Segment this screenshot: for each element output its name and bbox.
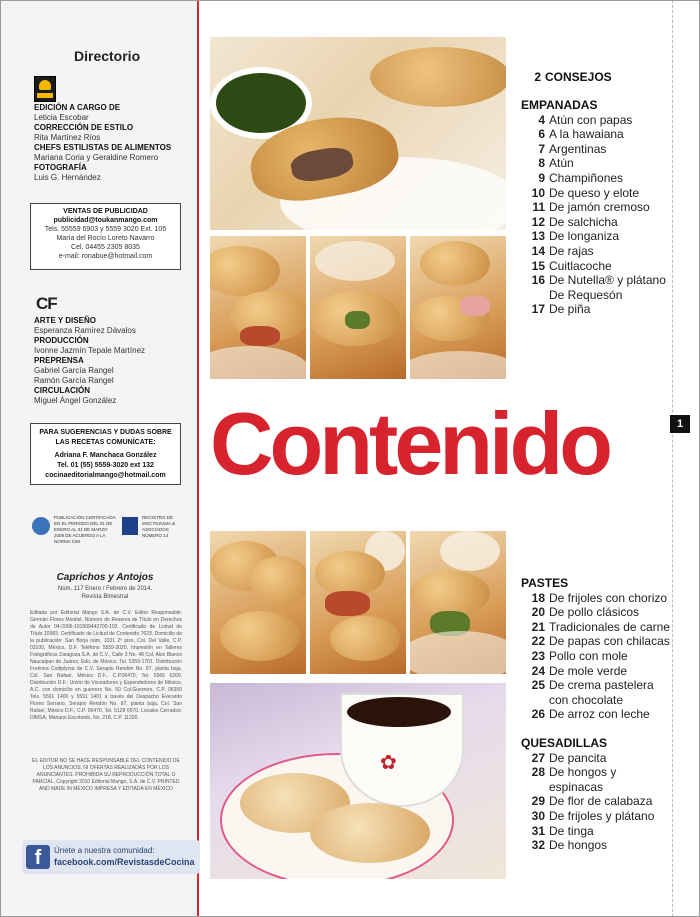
magazine-issue-number: Núm. 117 Enero / Febrero de 2014.: [57, 586, 153, 592]
toc-page-number: [521, 288, 549, 303]
toc-page-number: 12: [531, 214, 545, 229]
toc-page-number: 7: [538, 141, 545, 156]
ventas-name: María del Rocío Loreto Navarro: [56, 235, 155, 242]
toc-page-number: 16: [531, 273, 545, 288]
toc-item[interactable]: [521, 244, 671, 259]
credit-name: Rita Martínez Ríos: [34, 133, 101, 142]
toc-item[interactable]: [521, 605, 671, 620]
sugerencias-email[interactable]: cocinaeditorialmango@hotmail.com: [45, 472, 166, 479]
toc-consejos: [521, 70, 671, 85]
toc-label: De salchicha: [549, 214, 618, 229]
toc-item[interactable]: [521, 664, 671, 679]
credit-name: Ramón García Rangel: [34, 376, 114, 385]
toc-page-number: 27: [531, 750, 545, 765]
toc-label: De hongos y espinacas: [549, 765, 617, 794]
toc-label: Atún: [549, 156, 574, 171]
credits-block-1: [34, 103, 171, 183]
toc-item[interactable]: [521, 824, 671, 839]
toc-label: Champiñones: [549, 170, 624, 185]
credit-role: FOTOGRAFÍA: [34, 163, 87, 172]
toc-page-number: 30: [531, 808, 545, 823]
toc-page-number: 18: [531, 590, 545, 605]
magazine-title: Caprichos y Antojos: [56, 572, 154, 583]
toc-page-number: 10: [531, 185, 545, 200]
toc-label: Pollo con mole: [549, 648, 628, 663]
toc-label: De pollo clásicos: [549, 605, 640, 620]
toc-label: De queso y elote: [549, 185, 640, 200]
toc-label: De piña: [549, 302, 591, 317]
flower-decoration-icon: ✿: [380, 752, 397, 774]
ventas-email[interactable]: publicidad@toukanmango.com: [53, 217, 158, 224]
credit-name: Miguel Ángel González: [34, 396, 117, 405]
toc-page-number: 21: [531, 619, 545, 634]
pastes-photo-3: [410, 531, 506, 674]
toc-empanadas: [521, 98, 671, 317]
toc-section-heading: EMPANADAS: [521, 98, 598, 112]
toc-item[interactable]: [521, 751, 671, 766]
toc-label: De frijoles con chorizo: [549, 590, 668, 605]
credit-name: Leticia Escobar: [34, 113, 89, 122]
toc-item[interactable]: [521, 127, 671, 142]
toc-page-number: 13: [531, 229, 545, 244]
toc-label: Atún con papas: [549, 112, 633, 127]
toc-item[interactable]: [521, 794, 671, 809]
credit-role: PRODUCCIÓN: [34, 336, 89, 345]
toc-page-number: 26: [531, 707, 545, 722]
toc-item[interactable]: [521, 838, 671, 853]
toc-page-number: 32: [531, 838, 545, 853]
ventas-email2[interactable]: e-mail: ronabue@hotmail.com: [58, 253, 153, 260]
toc-item[interactable]: [521, 707, 671, 722]
facebook-icon: f: [26, 845, 50, 869]
toc-item[interactable]: [521, 288, 671, 303]
toc-item[interactable]: [521, 302, 671, 317]
sugerencias-title-2: LAS RECETAS COMUNÍCATE:: [55, 439, 156, 446]
toc-label: De crema pastelera: [549, 678, 654, 693]
toc-page-number: 9: [538, 170, 545, 185]
pastes-photo-1: [210, 531, 306, 674]
facebook-url-link[interactable]: facebook.com/RevistasdeCocina: [54, 857, 195, 867]
certification-block: [32, 515, 182, 549]
toc-page-number: 24: [531, 663, 545, 678]
credit-role: CHEFS ESTILISTAS DE ALIMENTOS: [34, 143, 172, 152]
disclaimer-text: EL EDITOR NO SE HACE RESPONSABLE DEL CONTENIDO DE LOS ANUNCIOS, NI OFERTAS REALIZADAS POR LOS ANUNCIANTES. PROHIBIDA SU REPRODUCCIÓN TOTAL O PARCIAL. Copyright 2010 Editorial Mango, S.A. de C.V. PRINTED AND MADE IN MEXICO IMPRESA Y EDITADA EN MÉXICO: [32, 758, 180, 792]
toc-page-number: 28: [531, 765, 545, 780]
credit-name: Gabriel García Rangel: [34, 366, 114, 375]
toc-label: De Requesón: [549, 287, 623, 302]
toc-label: De Nutella® y plátano: [549, 273, 666, 288]
moctezuma-logo-icon: [122, 517, 138, 535]
toc-label: De papas con chilacas: [549, 634, 670, 649]
toc-quesadillas: [521, 736, 671, 853]
toc-page-number: 11: [532, 200, 545, 215]
toc-item[interactable]: [521, 215, 671, 230]
toc-label: De tinga: [549, 823, 594, 838]
toc-item[interactable]: [521, 273, 671, 288]
red-divider-rule: [197, 0, 199, 917]
credits-block-2: [34, 316, 145, 406]
certification-text: PUBLICACIÓN CERTIFICADA EN EL PERIODO DEL 01 DE ENERO AL 31 DE MARZO 2009 DE ACUERDO A LA NORMA CIM: [54, 515, 116, 544]
toc-label: De pancita: [549, 750, 607, 765]
quesadillas-coffee-photo: [210, 683, 506, 879]
toc-item[interactable]: [521, 259, 671, 274]
toc-label: Argentinas: [549, 141, 607, 156]
empanadas-photo-1: [210, 236, 306, 379]
empanadas-photo-3: [410, 236, 506, 379]
empanadas-photo-2: [310, 236, 406, 379]
toc-item[interactable]: [521, 171, 671, 186]
toc-label: A la hawaiana: [549, 127, 624, 142]
empanada-hero-photo: [210, 37, 506, 230]
ventas-cel: Cel. 04455 2305 8035: [71, 244, 140, 251]
toc-item[interactable]: [521, 634, 671, 649]
magazine-frequency: Revista Bimestral: [81, 594, 129, 600]
toc-pastes: [521, 576, 671, 722]
toc-page-number: 17: [531, 302, 545, 317]
toc-item[interactable]: [521, 678, 671, 693]
credit-role: EDICIÓN A CARGO DE: [34, 103, 121, 112]
toc-label: De jamón cremoso: [549, 200, 650, 215]
mango-publisher-logo: [34, 76, 56, 102]
credit-name: Esperanza Ramírez Dávalos: [34, 326, 136, 335]
toc-page-number: 15: [531, 258, 545, 273]
toc-item[interactable]: [521, 70, 671, 85]
toc-item[interactable]: [521, 649, 671, 664]
credit-name: Luis G. Hernández: [34, 173, 101, 182]
toc-label: De mole verde: [549, 663, 628, 678]
ventas-tels: Tels. 55559 6903 y 5559 3020 Ext. 105: [44, 226, 167, 233]
facebook-community-banner[interactable]: [22, 840, 200, 874]
toc-item[interactable]: [521, 809, 671, 824]
directory-title: Directorio: [74, 48, 141, 64]
toc-item[interactable]: [521, 620, 671, 635]
toc-label: De flor de calabaza: [549, 794, 653, 809]
page-title: Contenido: [210, 394, 610, 493]
page-number: 1: [670, 415, 690, 433]
toc-page-number: 6: [538, 127, 545, 142]
toc-label: De frijoles y plátano: [549, 808, 655, 823]
cf-logo: CF: [36, 294, 57, 313]
toc-label: De hongos: [549, 838, 608, 853]
credit-role: ARTE Y DISEÑO: [34, 316, 96, 325]
ventas-title: VENTAS DE PUBLICIDAD: [63, 208, 148, 215]
toc-page-number: 22: [531, 634, 545, 649]
toc-page-number: 31: [531, 823, 545, 838]
credit-role: CORRECCIÓN DE ESTILO: [34, 123, 134, 132]
toc-label: De longaniza: [549, 229, 620, 244]
toc-label: Tradicionales de carne: [549, 619, 670, 634]
toc-label: con chocolate: [549, 692, 624, 707]
toc-page-number: 25: [531, 678, 545, 693]
certification-globe-icon: [32, 517, 50, 535]
credit-name: Mariana Coria y Geraldine Romero: [34, 153, 159, 162]
toc-page-number: 14: [531, 243, 545, 258]
toc-section-heading: PASTES: [521, 576, 569, 590]
toc-item[interactable]: [521, 591, 671, 606]
facebook-invite-text: Únete a nuestra comunidad:: [54, 846, 155, 855]
magazine-issue: [30, 585, 180, 601]
toc-item[interactable]: [521, 229, 671, 244]
toc-item[interactable]: [521, 113, 671, 128]
toc-item[interactable]: [521, 186, 671, 201]
toc-section-heading: QUESADILLAS: [521, 736, 608, 750]
toc-page-number: 2: [534, 70, 541, 84]
toc-page-number: 23: [531, 648, 545, 663]
toc-item[interactable]: [521, 765, 671, 794]
credit-role: PREPRENSA: [34, 356, 84, 365]
sugerencias-title-1: PARA SUGERENCIAS Y DUDAS SOBRE: [39, 429, 172, 436]
credit-role: CIRCULACIÓN: [34, 386, 90, 395]
suggestions-box: [30, 423, 181, 485]
credit-name: Ivonne Jazmín Tepale Martínez: [34, 346, 146, 355]
toc-item[interactable]: [521, 693, 671, 708]
toc-label: De rajas: [549, 243, 594, 258]
toc-label: Cuitlacoche: [549, 258, 612, 273]
sugerencias-name: Adriana F. Manchaca González: [54, 452, 157, 459]
toc-page-number: 4: [538, 112, 545, 127]
toc-item[interactable]: [521, 200, 671, 215]
toc-page-number: 8: [538, 156, 545, 171]
registry-text: REGISTRO DE MOCTEZUMA & ASOCIADOS NÚMERO 14: [142, 515, 176, 538]
advertising-sales-box: [30, 203, 181, 270]
toc-page-number: 20: [531, 605, 545, 620]
toc-label: CONSEJOS: [545, 70, 612, 84]
legal-text: Editada por Editorial Mango S.A. de C.V. Editor Responsable: Germán Flores Montiel. Número de Reserva de Título en Derechos de Autor 04-2006-101909442700-102. Certificado de Licitud de Título 10983. Certificado de Licitud de Contenido 7629. Domicilio de la publicación: San Borja núm. 1031 2º piso, Col. Del Valle, C.P. 03100, México, D.F. Teléfono 5559-3020. Impresión en Talleres Fotográficos Zaragoza S.A. de C.V., Calle 3 No. 48 Col. Alce Blanco Naucalpan de Juárez, Edo. de México. Tel. 5359-1701. Distribución Forénea Codiplyrsa de C.V. Serapio Rendón No. 87, planta baja, Col. San Rafael, México D.F., C.P.06470, Tel. 5566 6200. Distribución D.F.: Unión de Voceadores y Expendedores de México, A.C. con domicilio en guerrero No. 50 Col.Guerrero, C.P. 06350 Tels. 5591 1400 y 5591 1401 a través del Despacho Everardo Flores Serrano, Serapio Rendón No. 87, planta baja, Col. San Rafael, México D.F., C.P. 06470, Tel. 5128 6670. Locales Cerrados: DIMSA, Mariano Escobedo, No. 218, C.P. 11320.: [30, 610, 182, 721]
sugerencias-tel: Tel. 01 (55) 5559-3020 ext 132: [57, 462, 154, 469]
toc-item[interactable]: [521, 156, 671, 171]
fold-dashed-line: [672, 0, 673, 917]
toc-label: De arroz con leche: [549, 707, 650, 722]
toc-page-number: 29: [531, 794, 545, 809]
pastes-photo-2: [310, 531, 406, 674]
toc-page-number: [521, 693, 549, 708]
toc-item[interactable]: [521, 142, 671, 157]
